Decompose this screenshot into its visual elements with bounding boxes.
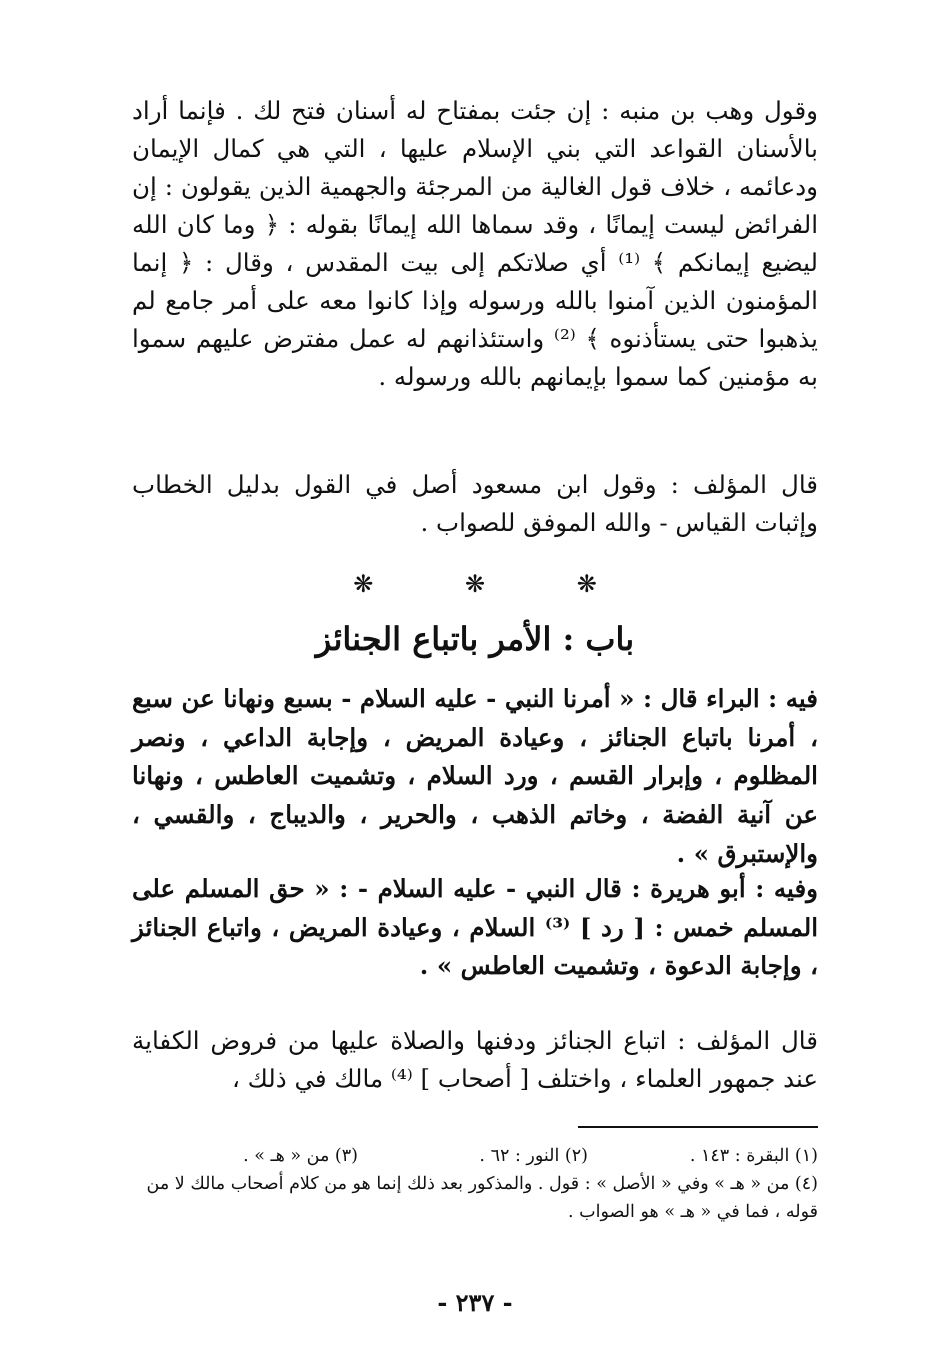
footnote-4: (٤) من « هـ » وفي « الأصل » : قول . والمذكور بعد ذلك إنما هو من كلام أصحاب مالك لا من قوله ، فما في « هـ » هو الصواب . <box>146 1174 818 1222</box>
footnote-3: (٣) من « هـ » . <box>243 1146 358 1166</box>
footnote-2: (٢) النور : ٦٢ . <box>479 1146 588 1166</box>
paragraph-text: وفيه : أبو هريرة : قال النبي - عليه السلام - : « حق المسلم على المسلم خمس : [ رد ] ⁽³⁾ السلام ، وعيادة المريض ، واتباع الجنائز ، وإجابة الدعوة ، وتشميت العاطس » . <box>132 874 819 981</box>
footnote-separator <box>578 1126 818 1128</box>
hadith-bara <box>132 680 818 874</box>
paragraph-wahb <box>132 92 818 396</box>
star-ornament-icon: ❋ <box>353 570 374 598</box>
section-divider <box>132 570 818 598</box>
paragraph-funeral-ruling <box>132 1022 818 1098</box>
paragraph-text: فيه : البراء قال : « أمرنا النبي - عليه السلام - بسبع ونهانا عن سبع ، أمرنا باتباع الجنائز ، وعيادة المريض ، وإجابة الداعي ، ونصر المظلوم ، وإبرار القسم ، ورد السلام ، وتشميت العاطس ، ونهانا عن آنية الفضة ، وخاتم الذهب ، والحرير ، والديباج ، والقسي ، والإستبرق » . <box>132 684 818 868</box>
paragraph-text: قال المؤلف : وقول ابن مسعود أصل في القول بدليل الخطاب وإثبات القياس - والله الموفق للصواب . <box>132 470 818 537</box>
footnotes <box>132 1142 818 1226</box>
footnote-row <box>132 1142 818 1170</box>
footnote-1: (١) البقرة : ١٤٣ . <box>689 1146 818 1166</box>
chapter-heading: باب : الأمر باتباع الجنائز <box>315 620 635 658</box>
star-ornament-icon: ❋ <box>576 570 597 598</box>
paragraph-text: وقول وهب بن منبه : إن جئت بمفتاح له أسنان فتح لك . فإنما أراد بالأسنان القواعد التي بني الإسلام عليها ، التي هي كمال الإيمان ودعائمه ، خلاف قول الغالية من المرجئة والجهمية الذين يقولون : إن الفرائض ليست إيمانًا ، وقد سماها الله إيمانًا بقوله : ﴿ وما كان الله ليضيع إيمانكم ﴾ ⁽¹⁾ أي صلاتكم إلى بيت المقدس ، وقال : ﴿ إنما المؤمنون الذين آمنوا بالله ورسوله وإذا كانوا معه على أمر جامع لم يذهبوا حتى يستأذنوه ﴾ ⁽²⁾ واستئذانهم له عمل مفترض عليهم سموا به مؤمنين كما سموا بإيمانهم بالله ورسوله . <box>132 96 818 391</box>
hadith-abu-hurayra <box>132 870 818 986</box>
paragraph-author-note <box>132 466 818 542</box>
paragraph-text: قال المؤلف : اتباع الجنائز ودفنها والصلاة عليها من فروض الكفاية عند جمهور العلماء ، واختلف [ أصحاب ] ⁽⁴⁾ مالك في ذلك ، <box>132 1026 818 1093</box>
page-number: - ٢٣٧ - <box>437 1288 513 1317</box>
star-ornament-icon: ❋ <box>464 570 486 598</box>
